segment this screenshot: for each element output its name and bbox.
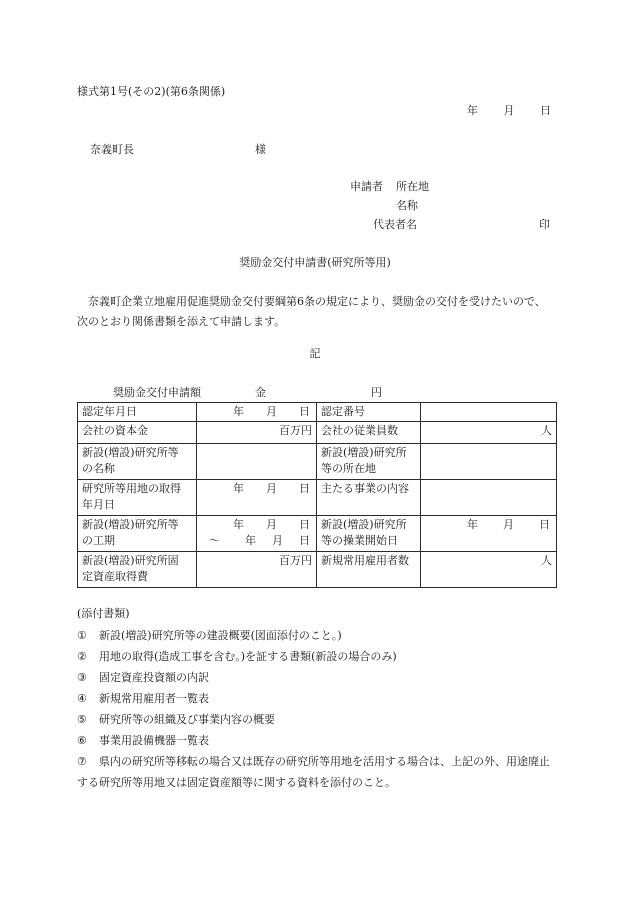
month-label: 月 — [266, 518, 277, 531]
item-text: 新規常用雇用者一覧表 — [99, 692, 209, 705]
amount-label: 奨励金交付申請額 — [113, 386, 201, 399]
year-label: 年 — [233, 405, 244, 418]
day-label: 日 — [539, 518, 550, 531]
capital-label: 会社の資本金 — [78, 422, 197, 444]
applicant-name-label: 名称 — [396, 199, 418, 212]
list-item — [77, 730, 557, 751]
new-employees-label: 新規常用雇用者数 — [317, 552, 421, 588]
list-item — [77, 751, 557, 793]
list-item — [77, 709, 557, 730]
lab-location-value[interactable] — [421, 444, 557, 480]
application-date — [467, 104, 551, 118]
month-label: 月 — [266, 482, 277, 495]
table-row — [78, 403, 557, 422]
land-acquisition-value[interactable] — [197, 480, 317, 516]
ki-heading: 記 — [309, 347, 321, 360]
item-text: 用地の取得(造成工事を含む。)を証する書類(新設の場合のみ) — [99, 650, 397, 663]
operation-start-value[interactable] — [421, 516, 557, 552]
table-row — [78, 444, 557, 480]
representative-label: 代表者名 — [373, 218, 417, 231]
item-text: 新設(増設)研究所等の建設概要(図面添付のこと。) — [99, 629, 342, 642]
month-label: 月 — [272, 534, 283, 547]
application-table — [77, 402, 557, 588]
employees-value[interactable] — [421, 422, 557, 444]
item-text: 固定資産投資額の内訳 — [99, 671, 209, 684]
list-item — [77, 688, 557, 709]
item-text: 事業用設備機器一覧表 — [99, 734, 209, 747]
table-row — [78, 422, 557, 444]
item-number: ② — [77, 650, 87, 663]
lab-name-label-line2: の名称 — [82, 462, 115, 475]
million-yen-unit: 百万円 — [279, 554, 312, 567]
body-text: 奈義町企業立地雇用促進奨励金交付要綱第6条の規定により、奨励金の交付を受けたいので、次のとおり関係書類を添えて申請します。 — [77, 295, 546, 328]
date-day-label: 日 — [540, 104, 551, 117]
person-unit: 人 — [541, 554, 552, 567]
cert-date-value[interactable] — [197, 403, 317, 422]
cert-no-value[interactable] — [421, 403, 557, 422]
land-acquisition-label-line1: 研究所等用地の取得 — [82, 482, 181, 495]
fixed-assets-value[interactable] — [197, 552, 317, 588]
item-number: ⑥ — [77, 734, 87, 747]
lab-location-label-line1: 新設(増設)研究所 — [321, 446, 407, 459]
item-number: ⑦ — [77, 755, 87, 768]
table-row — [78, 516, 557, 552]
cert-no-label: 認定番号 — [317, 403, 421, 422]
item-text: 県内の研究所等移転の場合又は既存の研究所等用地を活用する場合は、上記の外、用途廃止する研究所等用地又は固定資産額等に関する資料を添付のこと。 — [77, 755, 550, 789]
year-label: 年 — [467, 518, 478, 531]
fixed-assets-label-line1: 新設(増設)研究所固 — [82, 554, 179, 567]
lab-name-value[interactable] — [197, 444, 317, 480]
addressee-honorific: 様 — [255, 143, 266, 156]
lab-name-label — [78, 444, 197, 480]
construction-period-value[interactable] — [197, 516, 317, 552]
main-business-value[interactable] — [421, 480, 557, 516]
tilde-mark: 〜 — [209, 534, 220, 547]
lab-location-label — [317, 444, 421, 480]
operation-start-label — [317, 516, 421, 552]
construction-period-label — [78, 516, 197, 552]
document-title: 奨励金交付申請書(研究所等用) — [239, 256, 391, 269]
year-label: 年 — [233, 518, 244, 531]
item-number: ① — [77, 629, 87, 642]
attachments-title: (添付書類) — [77, 607, 130, 620]
item-number: ⑤ — [77, 713, 87, 726]
construction-period-label-line2: の工期 — [82, 534, 115, 547]
day-label: 日 — [299, 534, 310, 547]
land-acquisition-label — [78, 480, 197, 516]
land-acquisition-label-line2: 年月日 — [82, 498, 115, 511]
person-unit: 人 — [541, 424, 552, 437]
lab-location-label-line2: 等の所在地 — [321, 462, 376, 475]
item-text: 研究所等の組織及び事業内容の概要 — [99, 713, 275, 726]
amount-kin: 金 — [255, 386, 266, 399]
addressee: 奈義町長 — [90, 143, 134, 156]
item-number: ④ — [77, 692, 87, 705]
month-label: 月 — [503, 518, 514, 531]
main-business-label: 主たる事業の内容 — [317, 480, 421, 516]
list-item — [77, 625, 557, 646]
applicant-label: 申請者 — [350, 180, 383, 193]
list-item — [77, 646, 557, 667]
million-yen-unit: 百万円 — [279, 424, 312, 437]
seal-mark: 印 — [539, 218, 550, 231]
month-label: 月 — [266, 405, 277, 418]
table-row — [78, 480, 557, 516]
fixed-assets-label-line2: 定資産取得費 — [82, 570, 148, 583]
day-label: 日 — [299, 518, 310, 531]
operation-start-label-line1: 新設(増設)研究所 — [321, 518, 407, 531]
year-label: 年 — [233, 482, 244, 495]
lab-name-label-line1: 新設(増設)研究所等 — [82, 446, 179, 459]
operation-start-label-line2: 等の操業開始日 — [321, 534, 398, 547]
construction-period-label-line1: 新設(増設)研究所等 — [82, 518, 179, 531]
list-item — [77, 667, 557, 688]
day-label: 日 — [299, 482, 310, 495]
new-employees-value[interactable] — [421, 552, 557, 588]
employees-label: 会社の従業員数 — [317, 422, 421, 444]
item-number: ③ — [77, 671, 87, 684]
table-row — [78, 552, 557, 588]
applicant-address-label: 所在地 — [396, 180, 429, 193]
date-month-label: 月 — [503, 104, 515, 117]
amount-en: 円 — [371, 386, 382, 399]
date-year-label: 年 — [467, 104, 478, 117]
day-label: 日 — [299, 405, 310, 418]
year-label: 年 — [245, 534, 256, 547]
form-number: 様式第1号(その2)(第6条関係) — [77, 85, 226, 98]
capital-value[interactable] — [197, 422, 317, 444]
cert-date-label: 認定年月日 — [78, 403, 197, 422]
fixed-assets-label — [78, 552, 197, 588]
